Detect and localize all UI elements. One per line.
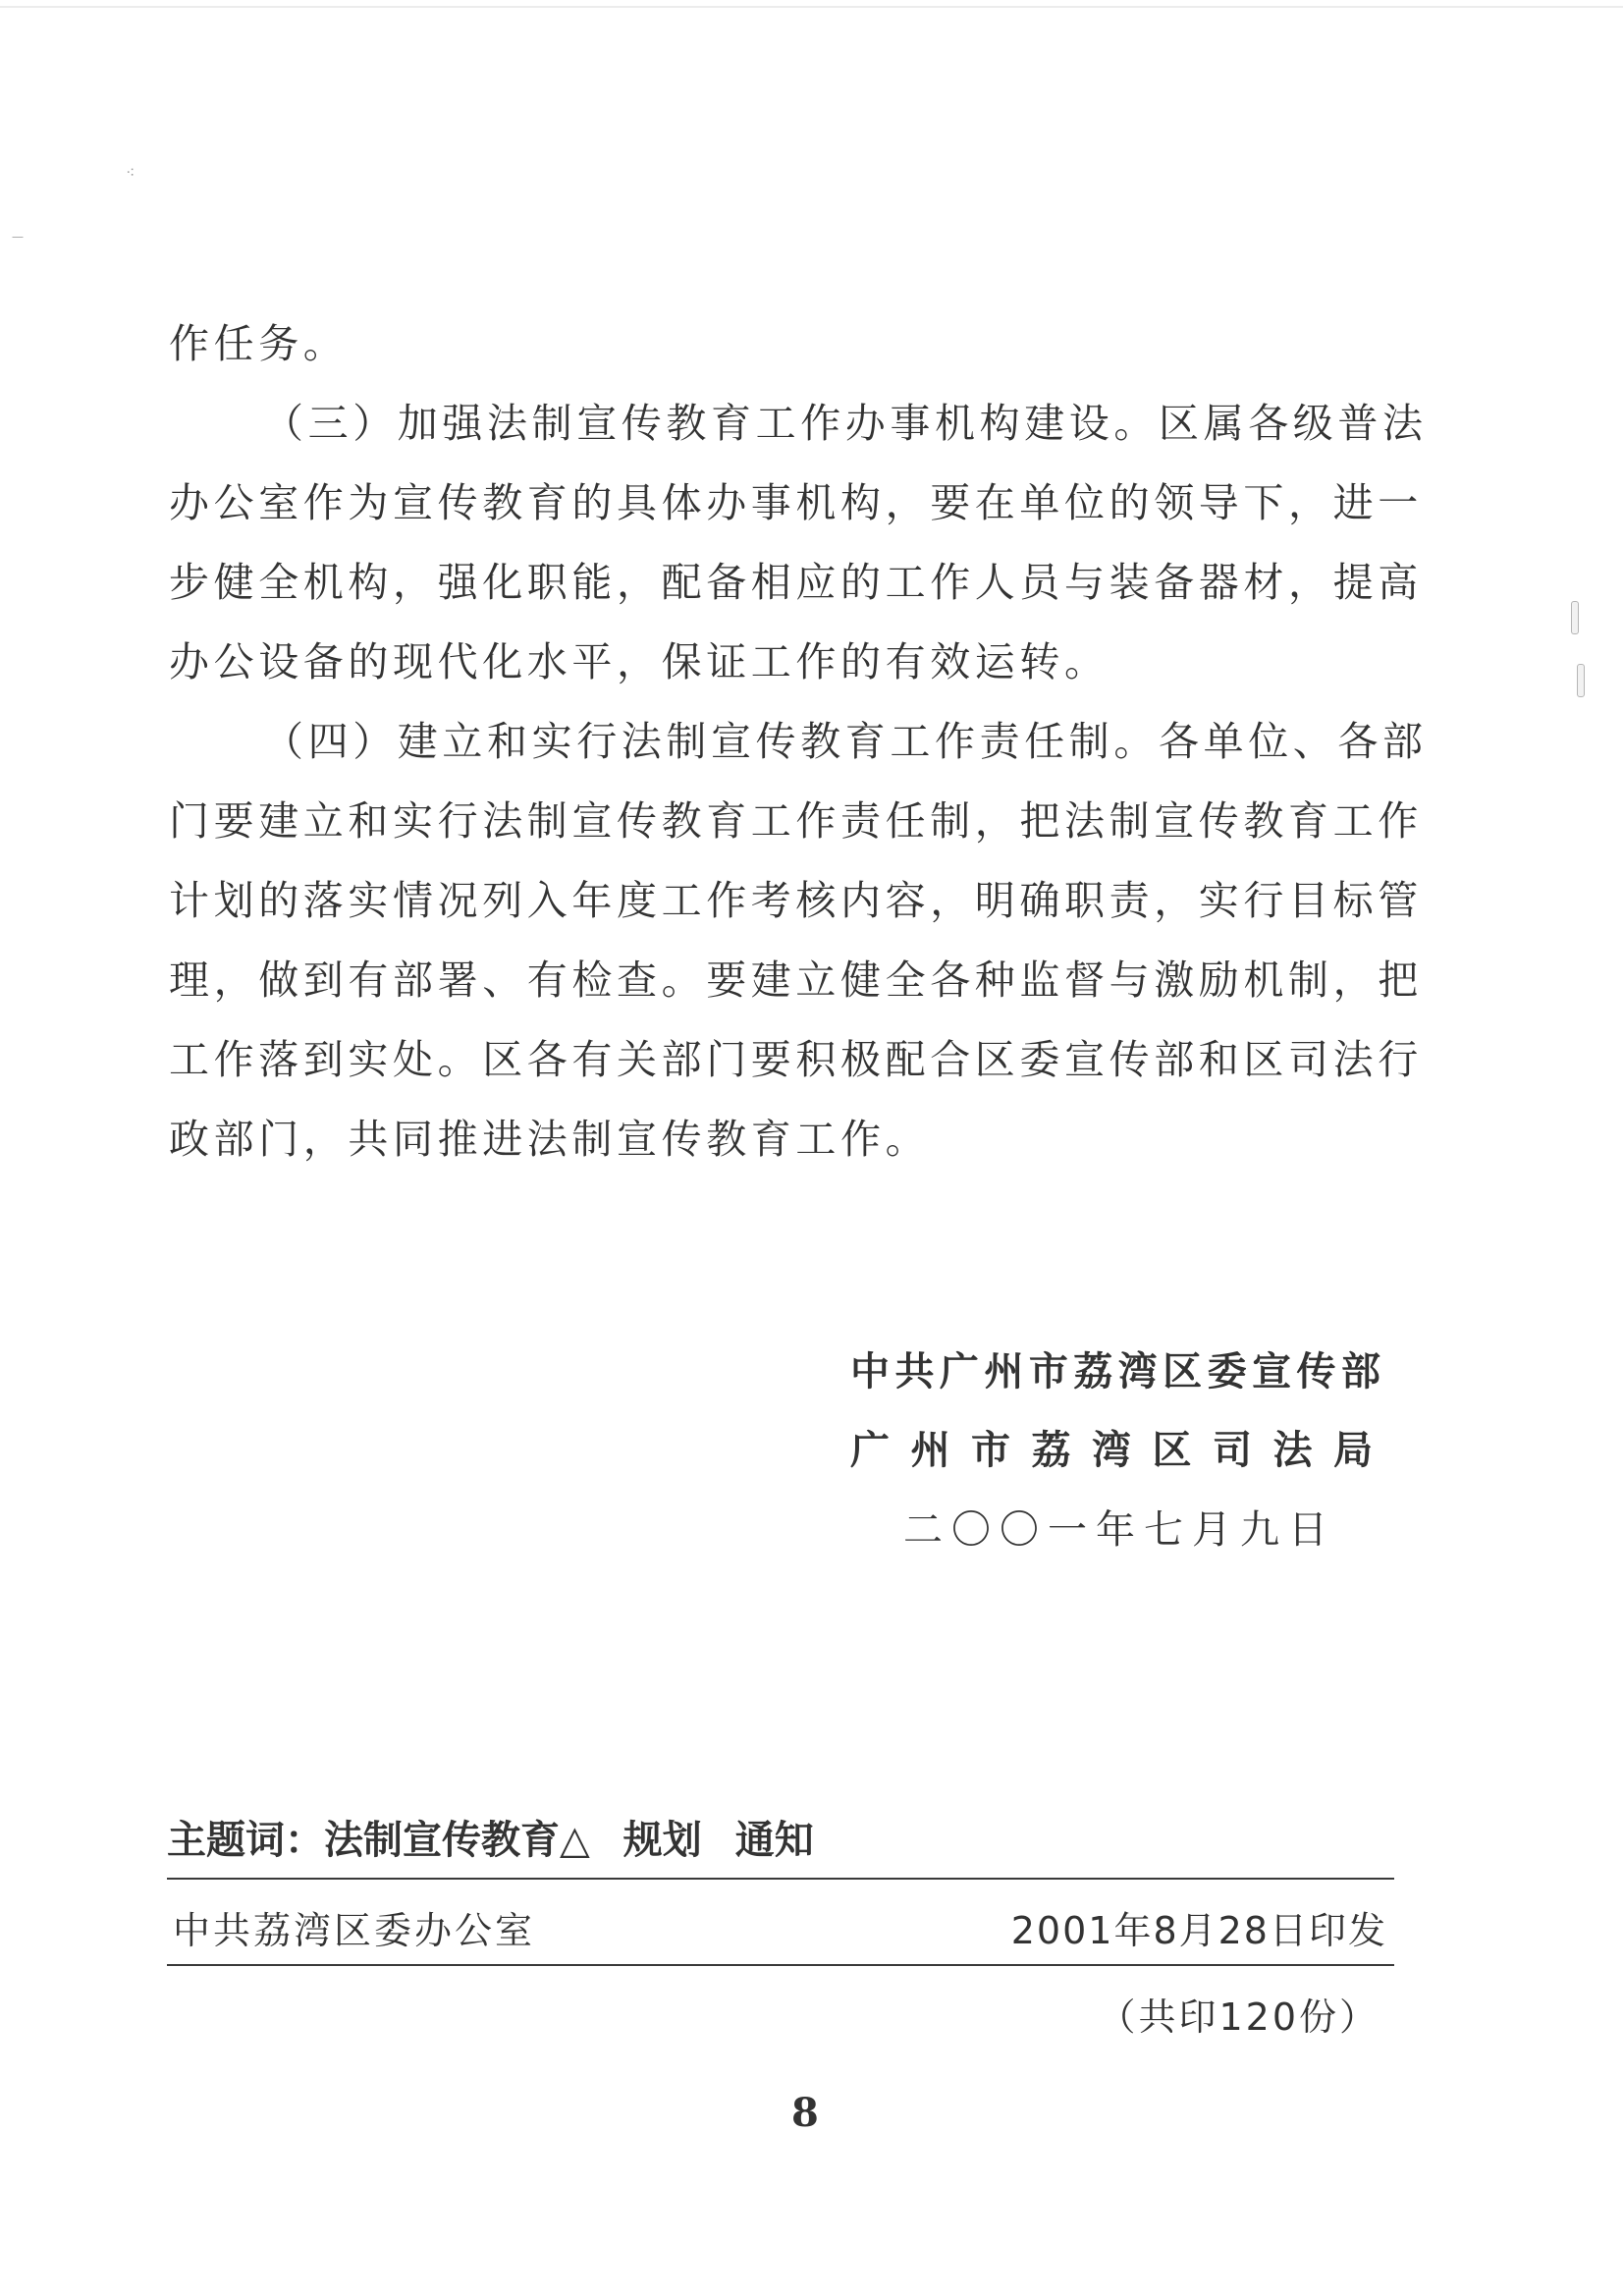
subject-label: 主题词：	[167, 1818, 324, 1863]
issuing-office: 中共荔湾区委办公室	[173, 1909, 536, 1952]
page-number: 8	[791, 2090, 819, 2136]
paragraph-4-heading-line: （四）建立和实行法制宣传教育工作责任制。各单位、各部	[263, 718, 1428, 765]
staple-hole-top	[1571, 601, 1579, 634]
body-line: 办公室作为宣传教育的具体办事机构，要在单位的领导下，进一	[169, 479, 1423, 526]
footer-rule-bottom	[167, 1964, 1394, 1966]
subject-term: 法制宣传教育△	[324, 1818, 590, 1863]
signature-date: 二〇〇一年七月九日	[903, 1507, 1327, 1553]
print-copies: （共印120份）	[1098, 1995, 1380, 2039]
staple-hole-bottom	[1577, 664, 1585, 697]
body-line: 理，做到有部署、有检查。要建立健全各种监督与激励机制，把	[169, 957, 1423, 1004]
paragraph-3-heading-line: （三）加强法制宣传教育工作办事机构建设。区属各级普法	[263, 400, 1428, 447]
page-top-edge	[0, 6, 1623, 8]
signature-org-propaganda-dept: 中共广州市荔湾区委宣传部	[850, 1349, 1380, 1394]
subject-keywords	[167, 1817, 814, 1864]
subject-term: 规划	[622, 1818, 702, 1863]
body-line: 步健全机构，强化职能，配备相应的工作人员与装备器材，提高	[169, 559, 1423, 606]
body-line: 政部门，共同推进法制宣传教育工作。	[169, 1116, 931, 1163]
body-line: 办公设备的现代化水平，保证工作的有效运转。	[169, 638, 1109, 685]
body-line: 工作落到实处。区各有关部门要积极配合区委宣传部和区司法行	[169, 1036, 1423, 1083]
scan-artifact-mark: —	[12, 230, 24, 244]
print-date: 2001年8月28日印发	[1010, 1909, 1387, 1952]
subject-term: 通知	[734, 1818, 814, 1863]
body-line: 作任务。	[169, 320, 349, 367]
scan-artifact-mark: ⁖	[126, 163, 135, 182]
signature-org-justice-bureau: 广州市荔湾区司法局	[850, 1428, 1373, 1473]
body-line: 计划的落实情况列入年度工作考核内容，明确职责，实行目标管	[169, 877, 1423, 924]
body-line: 门要建立和实行法制宣传教育工作责任制，把法制宣传教育工作	[169, 797, 1423, 845]
footer-rule-top	[167, 1878, 1394, 1880]
